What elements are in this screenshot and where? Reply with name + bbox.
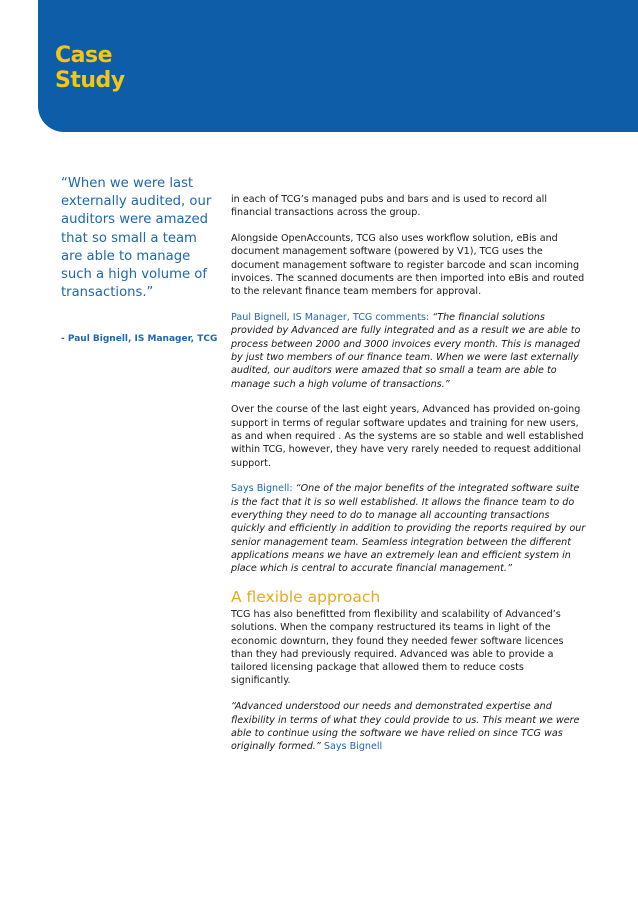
title-line-1: Case: [55, 43, 113, 68]
quote-understood-needs: “Advanced understood our needs and demonstrated expertise and flexibility in terms of what they could provide to us. This meant we were able to continue using the software we have relied on since TCG was originally formed.”: [231, 701, 580, 753]
paragraph-6: TCG has also benefitted from flexibility and scalability of Advanced’s solutions. When the company restructured its teams in light of the economic downturn, they found they needed fewer software licences than they had previously required. Advanced was able to provide a tailored licensing package that allowed them to reduce costs significantly.: [231, 608, 564, 687]
title-line-2: Study: [55, 68, 125, 93]
case-study-title: [55, 43, 125, 93]
header-banner: [38, 0, 638, 132]
quote-major-benefits: “One of the major benefits of the integrated software suite is the fact that it is so well established. It allows the finance team to do everything they need to do to manage all accounting transactions quickly and efficiently in addition to providing the reports required by our senior management team. Seamless integration between the different applications means we have an extremely lean and efficient system in place which is central to accurate financial management.”: [231, 483, 586, 575]
quote-lead-says: Says Bignell:: [231, 483, 293, 495]
paragraph-4: Over the course of the last eight years, Advanced has provided on-going support in terms of regular software updates and training for new users, as and when required . As the systems are so stable and well established within TCG, however, they have very rarely needed to request additional support.: [231, 404, 584, 469]
pull-quote-attribution: - Paul Bignell, IS Manager, TCG: [61, 334, 218, 344]
paragraph-5: [231, 482, 586, 575]
quote-lead-comments: Paul Bignell, IS Manager, TCG comments:: [231, 312, 430, 324]
section-heading: A flexible approach: [231, 587, 381, 606]
paragraph-3: [231, 311, 586, 391]
quote-tail-says: Says Bignell: [323, 741, 383, 753]
quote-financial-solutions: “The financial solutions provided by Advanced are fully integrated and as a result we are able to process between 2000 and 3000 invoices every month. This is managed by just two members of our finance team. When we were last externally audited, our auditors were amazed that so small a team are able to manage such a high volume of transactions.”: [231, 312, 581, 390]
paragraph-2: Alongside OpenAccounts, TCG also uses workflow solution, eBis and document management software (powered by V1), TCG uses the document management software to register barcode and scan incoming invoices. The scanned documents are then imported into eBis and routed to the relevant finance team members for approval.: [231, 233, 585, 298]
pull-quote: “When we were last externally audited, our auditors were amazed that so small a team are able to manage such a high volume of transactions.”: [61, 176, 212, 301]
paragraph-7: [231, 700, 586, 753]
body-text: [231, 193, 586, 766]
paragraph-1: in each of TCG’s managed pubs and bars and is used to record all financial transactions across the group.: [231, 194, 548, 219]
